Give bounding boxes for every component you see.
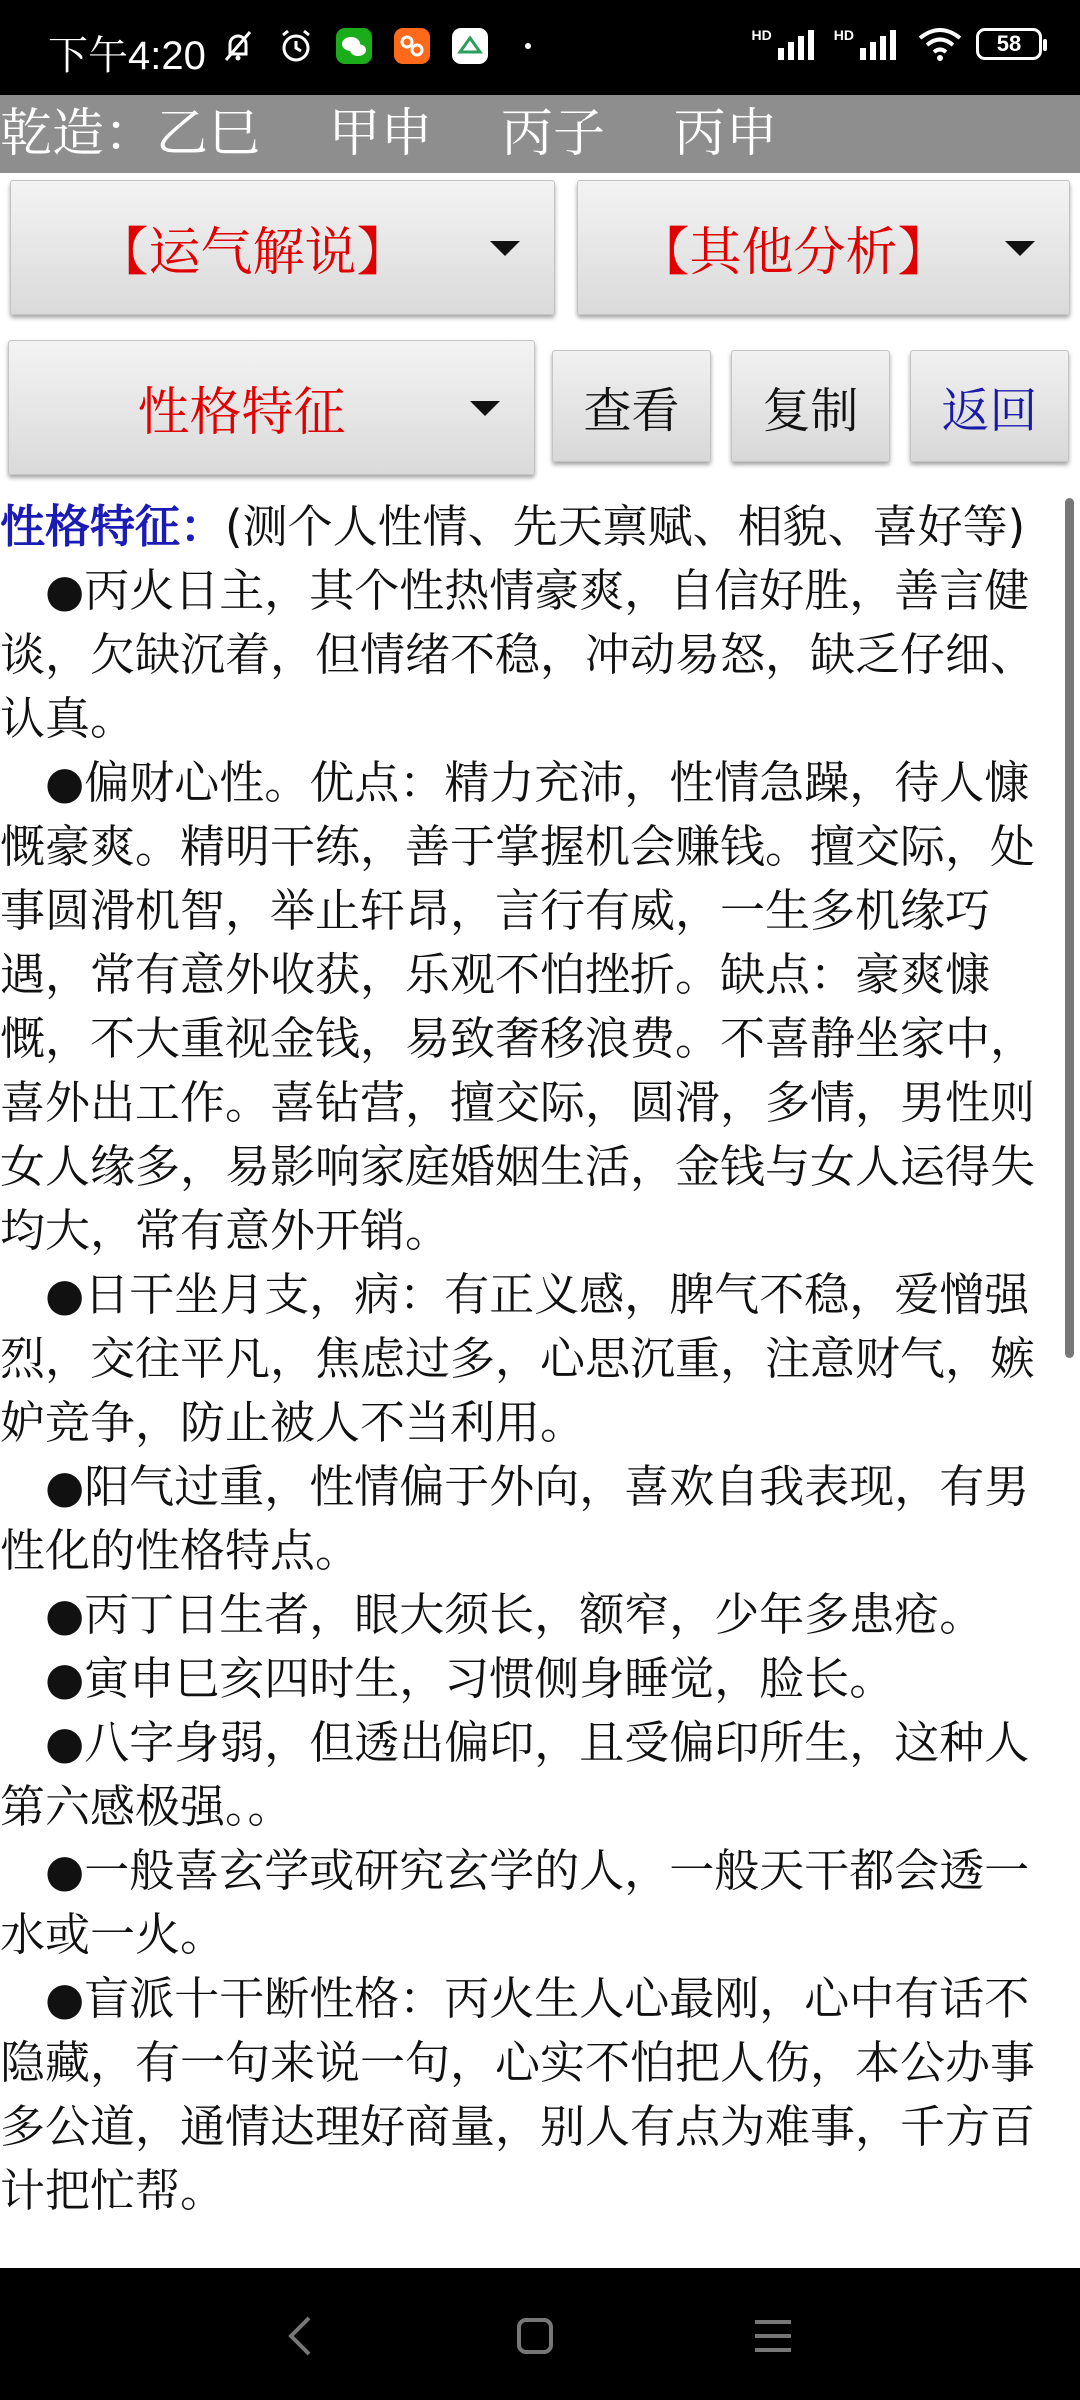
- paragraph: ●丙火日主，其个性热情豪爽，自信好胜，善言健谈，欠缺沉着，但情绪不稳，冲动易怒，缺乏仔细、认真。: [0, 564, 1036, 745]
- paragraph: ●阳气过重，性情偏于外向，喜欢自我表现，有男性化的性格特点。: [0, 1460, 1030, 1577]
- menu-nav-icon[interactable]: [748, 2314, 798, 2358]
- paragraph: ●偏财心性。优点：精力充沛，性情急躁，待人慷慨豪爽。精明干练，善于掌握机会赚钱。擅交际，处事圆滑机智，举止轩昂，言行有威，一生多机缘巧遇，常有意外收获，乐观不怕挫折。缺点：豪爽慷慨，不大重视金钱，易致奢移浪费。不喜静坐家中，喜外出工作。喜钻营，擅交际，圆滑，多情，男性则女人缘多，易影响家庭婚姻生活，金钱与女人运得失均大，常有意外开销。: [0, 756, 1036, 1257]
- page-title: 乾造：乙巳 甲申 丙子 丙申: [0, 95, 1080, 173]
- chevron-down-icon: [490, 241, 520, 256]
- fortune-explanation-dropdown[interactable]: [10, 180, 555, 315]
- section-heading: [0, 495, 1060, 559]
- notification-icons: [218, 26, 548, 66]
- status-time: 下午4:20: [48, 34, 206, 78]
- home-nav-icon[interactable]: [510, 2314, 560, 2358]
- back-nav-icon[interactable]: [275, 2314, 325, 2358]
- wechat-icon: [334, 26, 374, 66]
- paragraph: ●日干坐月支，病：有正义感，脾气不稳，爱憎强烈，交往平凡，焦虑过多，心思沉重，注意财气，嫉妒竞争，防止被人不当利用。: [0, 1268, 1036, 1449]
- paragraph: ●一般喜玄学或研究玄学的人，一般天干都会透一水或一火。: [0, 1844, 1030, 1961]
- status-bar: [0, 0, 1080, 95]
- chevron-down-icon: [470, 401, 500, 416]
- mute-bell-icon: [218, 26, 258, 66]
- paragraph: ●八字身弱，但透出偏印，且受偏印所生，这种人第六感极强。。: [0, 1716, 1030, 1833]
- heading-note: (测个人性情、先天禀赋、相貌、喜好等): [225, 500, 1026, 553]
- dropdown-label: 【其他分析】: [637, 223, 950, 283]
- battery-level: 58: [996, 31, 1022, 56]
- system-icons: HD HD 58: [752, 26, 1042, 62]
- dot-icon: [508, 26, 548, 66]
- app-icon: [392, 26, 432, 66]
- navigation-bar: [0, 2268, 1080, 2400]
- dropdown-label: 【运气解说】: [96, 223, 409, 283]
- signal-hd-icon: [776, 26, 822, 62]
- battery-icon: [976, 28, 1042, 60]
- wifi-icon: [916, 26, 964, 62]
- paragraph: ●寅申巳亥四时生，习惯侧身睡觉，脸长。: [45, 1652, 895, 1705]
- scrollbar[interactable]: [1065, 498, 1074, 1358]
- paragraph: ●盲派十干断性格：丙火生人心最刚，心中有话不隐藏，有一句来说一句，心实不怕把人伤，本公办事多公道，通情达理好商量，别人有点为难事，千方百计把忙帮。: [0, 1972, 1036, 2217]
- alarm-icon: [276, 26, 316, 66]
- view-button[interactable]: 查看: [552, 350, 711, 462]
- heading-title: 性格特征：: [0, 500, 226, 553]
- dropdown-label: 性格特征: [137, 383, 346, 443]
- app-icon-2: [450, 26, 490, 66]
- copy-button[interactable]: 复制: [731, 350, 890, 462]
- back-button[interactable]: 返回: [910, 350, 1069, 462]
- content-text-area[interactable]: [0, 495, 1060, 2265]
- category-dropdown[interactable]: [8, 340, 535, 475]
- paragraph: ●丙丁日生者，眼大须长，额窄，少年多患疮。: [45, 1588, 985, 1641]
- chevron-down-icon: [1005, 241, 1035, 256]
- other-analysis-dropdown[interactable]: [577, 180, 1070, 315]
- signal-hd-icon-2: [858, 26, 904, 62]
